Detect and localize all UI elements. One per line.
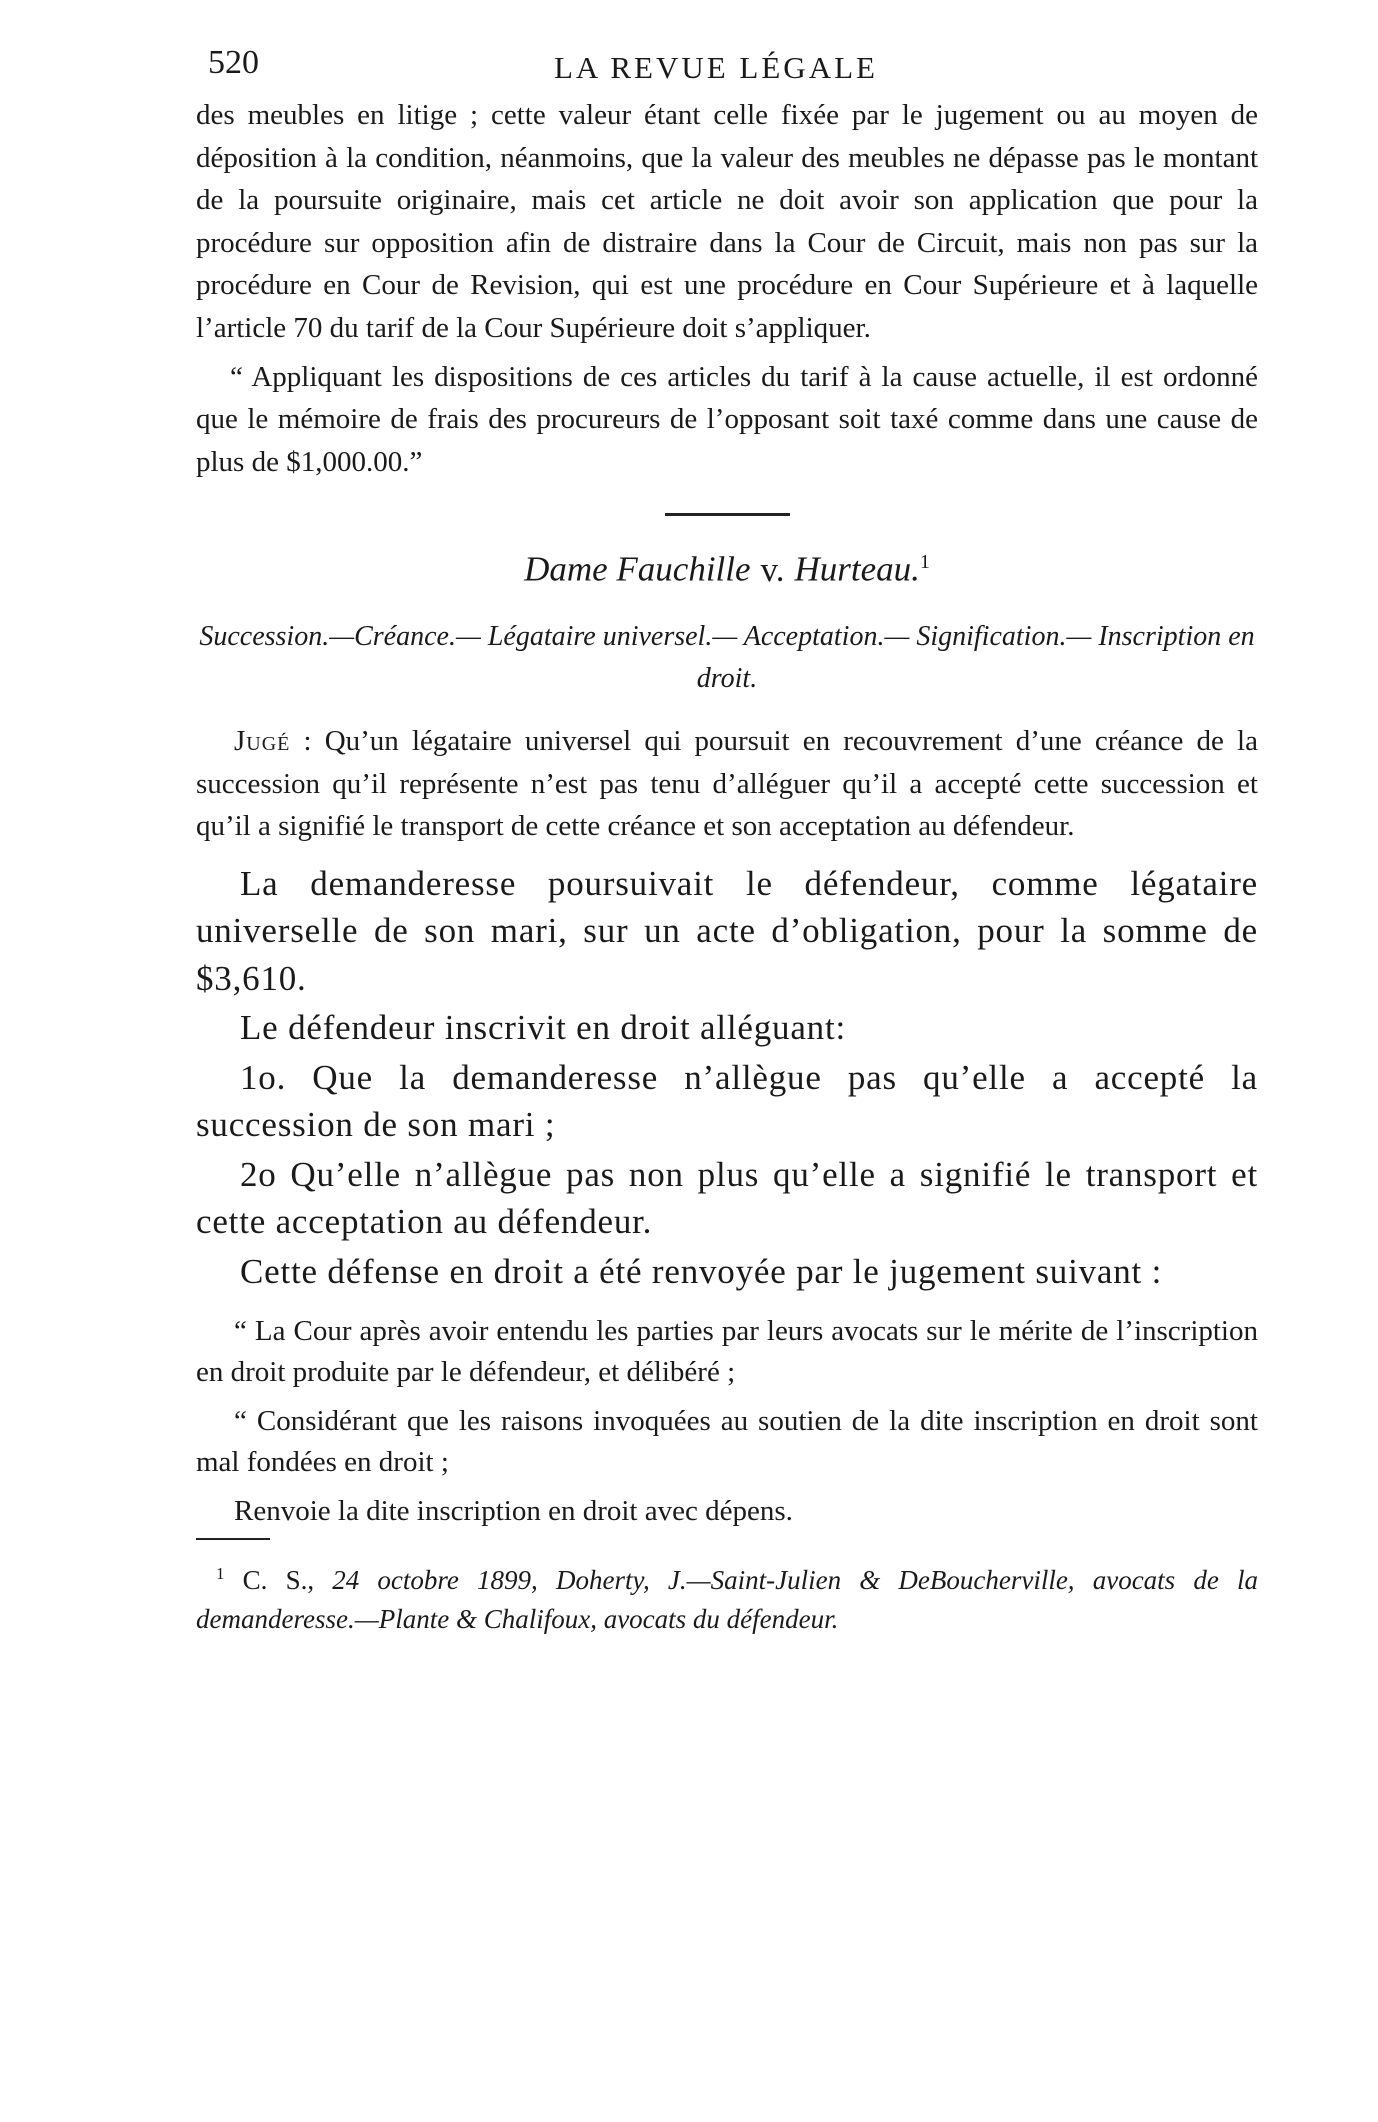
body-paragraph-judgment-intro: Cette défense en droit a été renvoyée par le jugement suivant : bbox=[240, 1251, 1163, 1291]
running-head bbox=[196, 40, 1258, 94]
judgment-paragraph-3: Renvoie la dite inscription en droit avec dépens. bbox=[234, 1495, 793, 1528]
footnote bbox=[196, 1554, 1258, 1639]
opening-quote-paragraph: “ Appliquant les dispositions de ces articles du tarif à la cause actuelle, il est ordonné que le mémoire de frais des procureurs de l’opposant soit taxé comme dans une cause de plus de $1,000.00.” bbox=[196, 360, 1258, 478]
footnote-court: C. S., bbox=[224, 1565, 333, 1596]
body-paragraph-facts: La demanderesse poursuivait le défendeur, comme légataire universelle de son mari, sur un acte d’obligation, pour la somme de $3,610. bbox=[196, 863, 1258, 998]
opening-paragraph: des meubles en litige ; cette valeur étant celle fixée par le jugement ou au moyen de déposition à la condition, néanmoins, que la valeur des meubles ne dépasse pas le montant de la poursuite originaire, mais cet article ne doit avoir son application que pour la procédure sur opposition afin de distraire dans la Cour de Circuit, mais non pas sur la procédure en Cour de Revision, qui est une procédure en Cour Supérieure et à laquelle l’article 70 du tarif de la Cour Supérieure doit s’appliquer. bbox=[196, 99, 1258, 344]
footnote-marker: 1 bbox=[216, 1564, 225, 1584]
judgment-paragraph-1: “ La Cour après avoir entendu les parties par leurs avocats sur le mérite de l’inscription en droit produite par le défendeur, et délibéré ; bbox=[196, 1315, 1258, 1389]
body-paragraph-ground-1: 1o. Que la demanderesse n’allègue pas qu’elle a accepté la succession de son mari ; bbox=[196, 1057, 1258, 1145]
page-number: 520 bbox=[208, 44, 259, 81]
plaintiff-name: Dame Fauchille bbox=[524, 550, 751, 589]
holding-text: : Qu’un légataire universel qui poursuit en recouvrement d’une créance de la succession qu’il représente n’est pas tenu d’alléguer qu’il a accepté cette succession et qu’il a signifié le transport de cette créance et son acceptation au défendeur. bbox=[196, 725, 1258, 843]
body-paragraph-ground-2: 2o Qu’elle n’allègue pas non plus qu’elle a signifié le transport et cette acceptation au défendeur. bbox=[196, 1154, 1258, 1242]
footnote-divider bbox=[196, 1538, 270, 1540]
document-page bbox=[196, 40, 1258, 1639]
journal-title: LA REVUE LÉGALE bbox=[554, 50, 878, 85]
section-divider bbox=[665, 513, 790, 516]
defendant-name: Hurteau. bbox=[794, 550, 920, 589]
holding-lead: Jugé bbox=[234, 725, 291, 757]
case-rubric: Succession.—Créance.— Légataire universel.— Acceptation.— Signification.— Inscription en droit. bbox=[199, 621, 1255, 694]
body-paragraph-inscription: Le défendeur inscrivit en droit alléguant: bbox=[240, 1008, 847, 1048]
case-title bbox=[196, 538, 1258, 594]
case-holding bbox=[196, 720, 1258, 848]
footnote-reference: 1 bbox=[919, 551, 930, 574]
versus-label: v. bbox=[760, 550, 785, 589]
footnote-citation: 24 octobre 1899, Doherty, J.—Saint-Julien & DeBoucherville, avocats de la demanderesse.—Plante & Chalifoux, avocats du défendeur. bbox=[196, 1565, 1258, 1635]
judgment-paragraph-2: “ Considérant que les raisons invoquées au soutien de la dite inscription en droit sont mal fondées en droit ; bbox=[196, 1405, 1258, 1479]
